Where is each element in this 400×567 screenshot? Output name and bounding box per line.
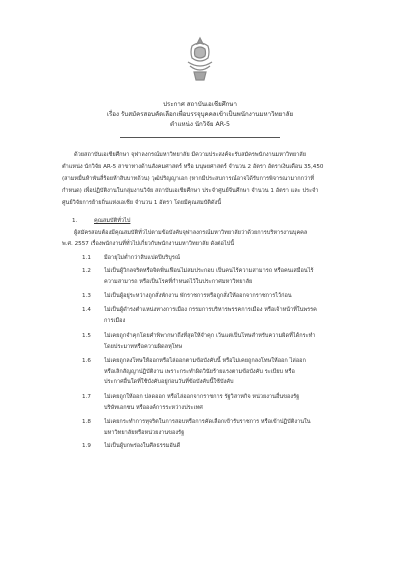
item-text: ความสามารถ หรือเป็นโรคที่กำหนดไว้ในประกาศมหาวิทยาลัย <box>104 278 253 285</box>
section-number: 1. <box>72 218 78 224</box>
item-number: 1.5 <box>82 333 91 339</box>
item-number: 1.7 <box>82 394 91 400</box>
intro-line: ตำแหน่ง นักวิจัย AR-5 สาขาทางด้านสังคมศาสตร์ หรือ มนุษยศาสตร์ จำนวน 2 อัตรา อัตราเงินเดือน 35,450 <box>62 164 324 170</box>
intro-line: ด้วยสถาบันเอเชียศึกษา จุฬาลงกรณ์มหาวิทยาลัย มีความประสงค์จะรับสมัครพนักงานมหาวิทยาลัย <box>74 152 306 158</box>
item-text: หรือเลิกสัญญาปฏิบัติงาน เพราะกระทำผิดวินัยร้ายแรงตามข้อบังคับ ระเบียบ หรือ <box>104 368 295 375</box>
intro-line: (สามหมื่นห้าพันสี่ร้อยห้าสิบบาทถ้วน) วุฒิปริญญาเอก (หากมีประสบการณ์อาจได้รับการพิจารณามากกว่าที่ <box>62 176 315 182</box>
item-text: บริษัทเอกชน หรือองค์การระหว่างประเทศ <box>104 404 203 411</box>
item-text: ไม่เป็นผู้อยู่ระหว่างถูกสั่งพักงาน พักราชการหรือถูกสั่งให้ออกจากราชการไว้ก่อน <box>104 293 292 299</box>
announcement-subject: เรื่อง รับสมัครสอบคัดเลือกเพื่อบรรจุบุคคลเข้าเป็นพนักงานมหาวิทยาลัย <box>106 111 294 118</box>
intro-line: ศูนย์วิจัยการย้ายถิ่นแห่งเอเชีย จำนวน 1 อัตรา โดยมีคุณสมบัติดังนี้ <box>62 200 222 206</box>
item-text: ไม่เคยถูกจำคุกโดยคำพิพากษาถึงที่สุดให้จำคุก เว้นแต่เป็นโทษสำหรับความผิดที่ได้กระทำ <box>104 333 316 339</box>
header-divider <box>120 137 280 138</box>
item-text: ไม่เป็นผู้วิกลจริตหรือจิตฟั่นเฟือนไม่สมประกอบ เป็นคนไร้ความสามารถ หรือคนเสมือนไร้ <box>104 268 314 274</box>
intro-paragraph <box>62 149 348 209</box>
item-number: 1.2 <box>82 268 91 274</box>
item-text: ไม่เคยกระทำการทุจริตในการสอบหรือการคัดเลือกเข้ารับราชการ หรือเข้าปฏิบัติงานใน <box>104 419 311 425</box>
item-number: 1.4 <box>82 307 91 313</box>
general-line: ผู้สมัครสอบต้องมีคุณสมบัติทั่วไปตามข้อบังคับจุฬาลงกรณ์มหาวิทยาลัยว่าด้วยการบริหารงานบุคคล <box>74 230 308 236</box>
item-text: ไม่เคยถูกให้ออก ปลดออก หรือไล่ออกจากราชการ รัฐวิสาหกิจ หน่วยงานอื่นของรัฐ <box>104 394 300 400</box>
university-seal-icon <box>182 36 218 82</box>
item-text: มหาวิทยาลัยหรือหน่วยงานของรัฐ <box>104 429 185 436</box>
section-title: คุณสมบัติทั่วไป <box>94 218 131 224</box>
item-text: ไม่เป็นผู้บกพร่องในศีลธรรมอันดี <box>104 443 181 449</box>
item-text: มีอายุไม่ต่ำกว่าสิบแปดปีบริบูรณ์ <box>104 255 181 261</box>
general-line: พ.ศ. 2557 เรื่องพนักงานที่ทั่วไปเกี่ยวกับพนักงานมหาวิทยาลัย ดังต่อไปนี้ <box>62 241 235 247</box>
item-number: 1.9 <box>82 443 91 449</box>
item-text: ประกาศอื่นใดที่ใช้บังคับอยู่ก่อนวันที่ข้อบังคับนี้ใช้บังคับ <box>104 379 234 385</box>
item-number: 1.3 <box>82 293 91 299</box>
item-text: ไม่เคยถูกลงโทษให้ออกหรือไล่ออกตามข้อบังคับนี้ หรือไม่เคยถูกลงโทษให้ออก ไล่ออก <box>104 358 306 364</box>
item-text: โดยประมาทหรือความผิดลหุโทษ <box>104 343 183 350</box>
announcement-org: ประกาศ สถาบันเอเชียศึกษา <box>163 101 237 108</box>
item-text: ไม่เป็นผู้ดำรงตำแหน่งทางการเมือง กรรมการบริหารพรรคการเมือง หรือเจ้าหน้าที่ในพรรค <box>104 307 317 313</box>
item-number: 1.6 <box>82 358 91 364</box>
intro-line: กำหนด) เพื่อปฏิบัติงานในกลุ่มงานวิจัย สถาบันเอเชียศึกษา ประจำศูนย์จีนศึกษา จำนวน 1 อัตรา และ ประจำ <box>62 188 319 194</box>
item-number: 1.1 <box>82 255 91 261</box>
item-text: การเมือง <box>104 317 126 324</box>
general-paragraph <box>62 228 348 250</box>
item-number: 1.8 <box>82 419 91 425</box>
announcement-position: ตำแหน่ง นักวิจัย AR-5 <box>170 121 230 128</box>
